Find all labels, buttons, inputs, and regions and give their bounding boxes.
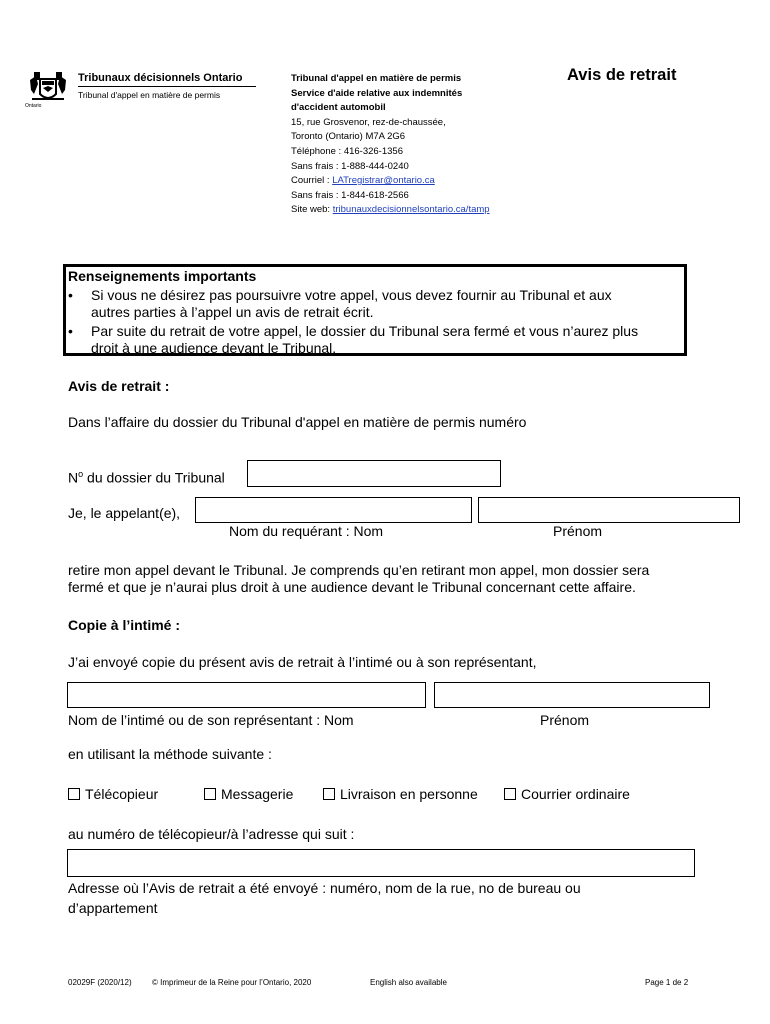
- copyright: © Imprimeur de la Reine pour l’Ontario, 2020: [152, 978, 312, 987]
- file-number-label-sup: o: [78, 469, 84, 479]
- respondent-first-name-input[interactable]: [434, 682, 710, 708]
- appellant-label: Je, le appelant(e),: [68, 505, 181, 521]
- email-line: [291, 174, 490, 189]
- website-link[interactable]: tribunauxdecisionnelsontario.ca/tamp: [332, 204, 490, 216]
- respondent-first-name-caption: Prénom: [540, 712, 590, 728]
- address-label: au numéro de télécopieur/à l’adresse qui suit :: [68, 826, 355, 842]
- info-bullet-line: Si vous ne désirez pas poursuivre votre appel, vous devez fournir au Tribunal et aux: [91, 287, 612, 303]
- org-divider: [78, 86, 256, 87]
- method-option-regular-mail[interactable]: [504, 786, 630, 803]
- respondent-last-name-caption: Nom de l’intimé ou de son représentant : Nom: [68, 712, 354, 728]
- appellant-last-name-input[interactable]: [195, 497, 472, 523]
- website-line: [291, 203, 490, 218]
- bullet-icon: •: [68, 323, 73, 339]
- address-caption-line2: d’appartement: [68, 900, 158, 916]
- address-line: Tribunal d'appel en matière de permis: [291, 73, 462, 84]
- file-number-label-rest: du dossier du Tribunal: [83, 469, 225, 486]
- info-bullet-line: Par suite du retrait de votre appel, le dossier du Tribunal sera fermé et vous n’aurez plus: [91, 323, 639, 339]
- info-bullet-text: [91, 287, 691, 321]
- method-option-fax[interactable]: [68, 786, 158, 803]
- appellant-first-name-input[interactable]: [478, 497, 740, 523]
- appellant-first-name-caption: Prénom: [553, 523, 603, 539]
- address-line: Service d'aide relative aux indemnités: [291, 87, 463, 99]
- file-number-label-n: N: [68, 469, 79, 486]
- info-bullet-line: droit à une audience devant le Tribunal.: [91, 340, 337, 356]
- document-title: Avis de retrait: [567, 66, 677, 84]
- address-line: Toronto (Ontario) M7A 2G6: [291, 131, 406, 143]
- org-name: Tribunaux décisionnels Ontario: [78, 72, 243, 84]
- english-available: English also available: [370, 978, 447, 987]
- important-info-title: Renseignements importants: [68, 268, 257, 284]
- section-heading-withdrawal: Avis de retrait :: [68, 378, 170, 394]
- page-number: Page 1 de 2: [645, 978, 689, 987]
- delivery-address-input[interactable]: [67, 849, 695, 877]
- file-number-label: [68, 466, 225, 487]
- method-label: en utilisant la méthode suivante :: [68, 746, 272, 762]
- checkbox-in-person[interactable]: [323, 788, 335, 800]
- checkbox-regular-mail[interactable]: [504, 788, 516, 800]
- section-heading-copy: Copie à l’intimé :: [68, 617, 181, 633]
- bullet-icon: •: [68, 287, 73, 303]
- email-label: Courriel :: [291, 175, 333, 187]
- info-bullet-2: [68, 323, 688, 357]
- website-label: Site web:: [291, 204, 333, 216]
- intro-text: Dans l’affaire du dossier du Tribunal d'appel en matière de permis numéro: [68, 414, 527, 430]
- method-option-label: Livraison en personne: [340, 786, 478, 802]
- info-bullet-text: [91, 323, 691, 357]
- withdrawal-statement-line2: fermé et que je n’aurai plus droit à une audience devant le Tribunal concernant cette affaire.: [68, 579, 636, 595]
- info-bullet-1: [68, 287, 688, 321]
- address-line: 15, rue Grosvenor, rez-de-chaussée,: [291, 116, 446, 128]
- org-subtitle: Tribunal d'appel en matière de permis: [78, 90, 221, 100]
- withdrawal-statement-line1: retire mon appel devant le Tribunal. Je comprends qu’en retirant mon appel, mon dossier sera: [68, 562, 650, 578]
- logo-caption: Ontario: [25, 103, 42, 109]
- method-option-label: Courrier ordinaire: [521, 786, 630, 802]
- address-caption-line1: Adresse où l’Avis de retrait a été envoyé : numéro, nom de la rue, no de bureau ou: [68, 880, 581, 896]
- address-line: d'accident automobil: [291, 102, 386, 114]
- respondent-last-name-input[interactable]: [67, 682, 426, 708]
- method-option-label: Télécopieur: [85, 786, 159, 802]
- phone-line: Téléphone : 416-326-1356: [291, 145, 403, 157]
- method-option-label: Messagerie: [221, 786, 294, 802]
- checkbox-courier[interactable]: [204, 788, 216, 800]
- toll-free-line: Sans frais : 1-888-444-0240: [291, 160, 409, 172]
- method-option-in-person[interactable]: [323, 786, 478, 803]
- checkbox-fax[interactable]: [68, 788, 80, 800]
- fax-line: Sans frais : 1-844-618-2566: [291, 189, 409, 201]
- email-link[interactable]: LATregistrar@ontario.ca: [332, 175, 435, 187]
- info-bullet-line: autres parties à l’appel un avis de retrait écrit.: [91, 304, 374, 320]
- form-number: 02029F (2020/12): [68, 978, 132, 987]
- tribunal-address-block: [291, 72, 490, 218]
- appellant-last-name-caption: Nom du requérant : Nom: [229, 523, 384, 539]
- method-option-courier[interactable]: [204, 786, 293, 803]
- copy-sent-text: J’ai envoyé copie du présent avis de retrait à l’intimé ou à son représentant,: [68, 654, 537, 670]
- file-number-input[interactable]: [247, 460, 501, 487]
